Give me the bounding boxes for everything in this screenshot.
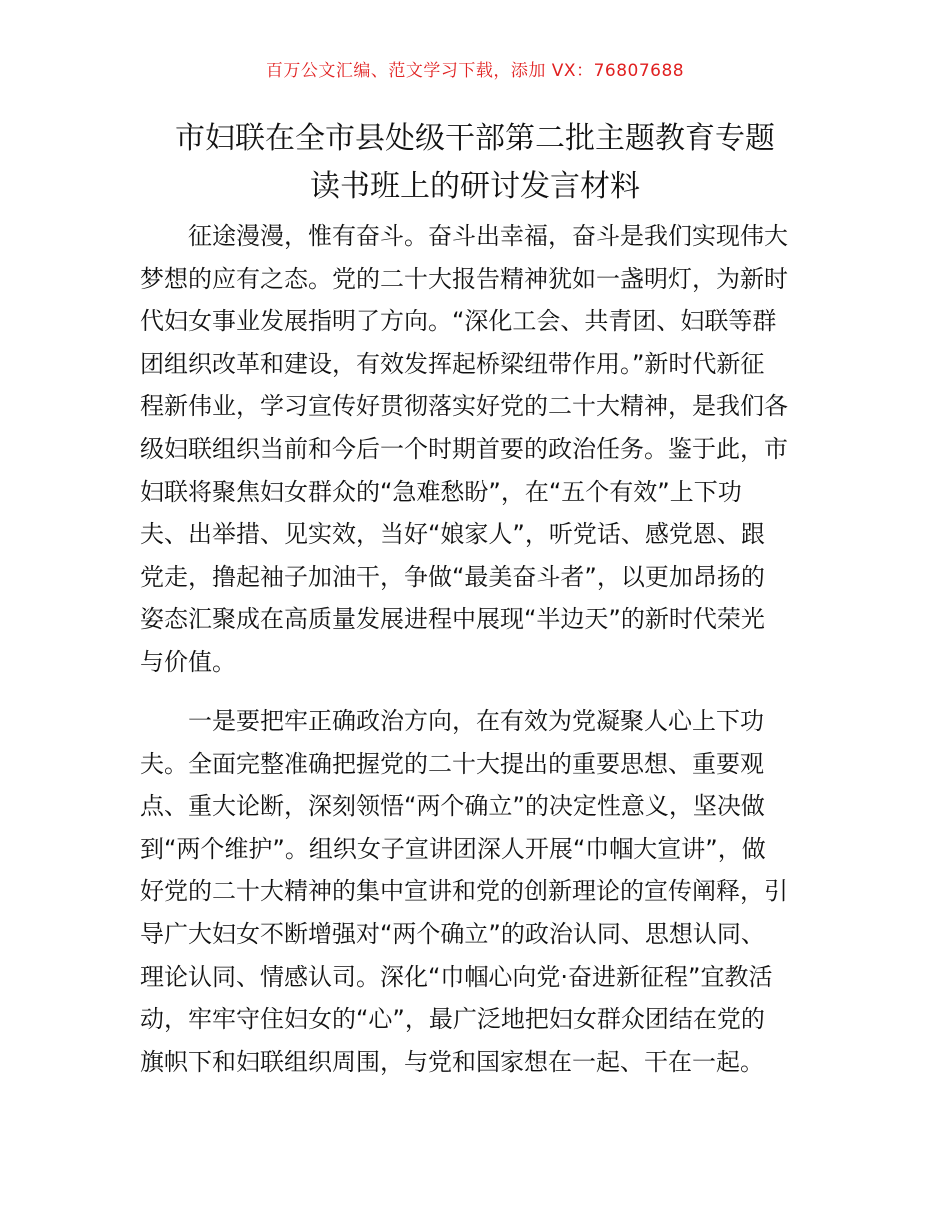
paragraph-line: 导广大妇女不断增强对“两个确立”的政治认同、思想认同、: [140, 919, 765, 948]
document-title: [120, 115, 830, 211]
paragraph-2: [140, 700, 812, 1083]
paragraph-line: 征途漫漫，惟有奋斗。奋斗出幸福，奋斗是我们实现伟大: [188, 222, 788, 250]
paragraph-line: 党走，撸起袖子加油干，争做“最美奋斗者”，以更加昂扬的: [140, 562, 765, 591]
paragraph-line: 好党的二十大精神的集中宣讲和党的创新理论的宣传阐释，引: [140, 877, 788, 906]
paragraph-line: 代妇女事业发展指明了方向。“深化工会、共青团、妇联等群: [140, 307, 777, 336]
paragraph-line: 理论认同、情感认司。深化“巾帼心向党·奋进新征程”宜教活: [140, 962, 773, 991]
title-line-2: 读书班上的研讨发言材料: [310, 169, 640, 204]
paragraph-line: 妇联将聚焦妇女群众的“急难愁盼”，在“五个有效”上下功: [140, 477, 742, 506]
paragraph-line: 夫、出举措、见实效，当好“娘家人”，听党话、感党恩、跟: [140, 520, 765, 549]
paragraph-line: 与价值。: [140, 647, 236, 676]
title-line-1: 市妇联在全市县处级干部第二批主题教育专题: [175, 121, 775, 156]
paragraph-line: 姿态汇聚成在高质量发展进程中展现“半边天”的新时代荣光: [140, 605, 765, 634]
paragraph-line: 一是要把牢正确政治方向，在有效为党凝聚人心上下功: [188, 707, 764, 735]
paragraph-line: 到“两个维护”。组织女子宣讲团深人开展“巾帼大宣讲”，做: [140, 834, 766, 863]
paragraph-line: 梦想的应有之态。党的二十大报告精神犹如一盏明灯，为新时: [140, 264, 788, 293]
paragraph-line: 团组织改革和建设，有效发挥起桥梁纽带作用。”新时代新征: [140, 349, 765, 378]
paragraph-line: 程新伟业，学习宣传好贯彻落实好党的二十大精神，是我们各: [140, 392, 788, 421]
paragraph-1: [140, 215, 812, 684]
paragraph-line: 级妇联组织当前和今后一个时期首要的政治任务。鉴于此，市: [140, 434, 788, 463]
paragraph-line: 点、重大论断，深刻领悟“两个确立”的决定性意义，坚决做: [140, 792, 765, 821]
paragraph-line: 旗帜下和妇联组织周围，与党和国家想在一起、干在一起。: [140, 1047, 764, 1076]
paragraph-line: 动，牢牢守住妇女的“心”，最广泛地把妇女群众团结在党的: [140, 1005, 765, 1034]
header-banner: 百万公文汇编、范文学习下载，添加 VX：76807688: [265, 61, 685, 81]
paragraph-line: 夫。全面完整准确把握党的二十大提出的重要思想、重要观: [140, 749, 764, 778]
